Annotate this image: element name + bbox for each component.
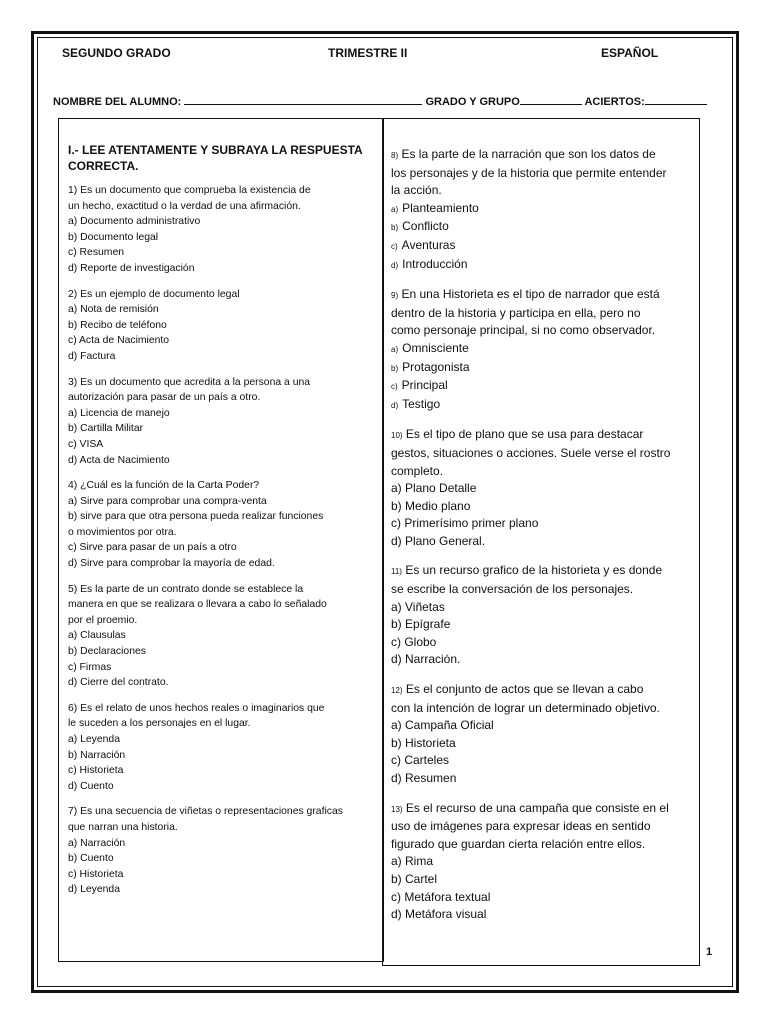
option-text: c) Metáfora textual <box>391 889 491 904</box>
option-letter: c) <box>391 241 398 251</box>
option-text: b) Medio plano <box>391 498 471 513</box>
section-title: I.- LEE ATENTAMENTE Y SUBRAYA LA RESPUESTA CORRECTA. <box>68 143 363 173</box>
answer-option[interactable] <box>391 515 691 533</box>
option-text: c) Carteles <box>391 753 450 768</box>
answer-option[interactable] <box>391 200 691 219</box>
option-text: a) Campaña Oficial <box>391 718 494 733</box>
question <box>391 286 691 414</box>
answer-option[interactable] <box>391 906 691 924</box>
answer-option[interactable]: c) VISA <box>68 438 104 450</box>
option-text: Conflicto <box>402 219 449 234</box>
option-letter: a) <box>391 344 399 354</box>
question-text: Es un recurso grafico de la historieta y es donde <box>405 563 663 578</box>
question-text: la acción. <box>391 183 442 198</box>
option-text: b) Historieta <box>391 735 456 750</box>
question-text: Es el conjunto de actos que se llevan a cabo <box>405 682 644 697</box>
question-text-line <box>391 286 691 305</box>
answer-option[interactable] <box>391 533 691 551</box>
question-text-line <box>391 836 691 854</box>
answer-option[interactable]: a) Licencia de manejo <box>68 407 170 419</box>
question <box>68 375 374 469</box>
student-name-label: NOMBRE DEL ALUMNO: <box>53 96 182 108</box>
question-text-line <box>391 445 691 463</box>
question <box>68 804 374 898</box>
question-text: Es el tipo de plano que se usa para destacar <box>405 427 644 442</box>
right-column <box>391 146 691 936</box>
answer-option[interactable] <box>391 377 691 396</box>
answer-option[interactable] <box>391 871 691 889</box>
answer-option[interactable] <box>391 889 691 907</box>
question <box>391 562 691 669</box>
question <box>68 478 374 572</box>
question-text: 7) Es una secuencia de viñetas o representaciones graficas <box>68 806 343 818</box>
option-text: d) Plano General. <box>391 533 486 548</box>
option-text: Protagonista <box>402 359 470 374</box>
left-column <box>68 142 374 908</box>
option-text: Introducción <box>402 256 468 271</box>
answer-option[interactable]: d) Factura <box>68 350 116 362</box>
answer-option[interactable] <box>391 498 691 516</box>
question-text: 2) Es un ejemplo de documento legal <box>68 288 240 300</box>
answer-option[interactable]: b) Documento legal <box>68 231 159 243</box>
question-text: por el proemio. <box>68 614 138 626</box>
question-text: 6) Es el relato de unos hechos reales o imaginarios que <box>68 702 325 714</box>
answer-option[interactable]: o movimientos por otra. <box>68 526 177 538</box>
question-text: como personaje principal, si no como observador. <box>391 323 656 338</box>
answer-option[interactable]: b) Recibo de teléfono <box>68 319 167 331</box>
question <box>68 287 374 365</box>
option-letter: b) <box>391 363 399 373</box>
option-text: c) Globo <box>391 634 437 649</box>
hits-field[interactable] <box>645 94 707 105</box>
option-text: Omnisciente <box>402 340 469 355</box>
option-text: d) Metáfora visual <box>391 907 487 922</box>
question-number: 11) <box>391 567 402 577</box>
answer-option[interactable]: d) Sirve para comprobar la mayoría de edad. <box>68 558 275 570</box>
option-text: a) Plano Detalle <box>391 481 477 496</box>
question-number: 13) <box>391 804 403 814</box>
question-text: manera en que se realizara o llevara a cabo lo señalado <box>68 599 327 611</box>
option-letter: a) <box>391 204 399 214</box>
option-text: b) Cartel <box>391 871 438 886</box>
question-text-line <box>391 681 691 700</box>
answer-option[interactable]: c) Firmas <box>68 661 112 673</box>
answer-option[interactable] <box>391 634 691 652</box>
answer-option[interactable] <box>391 396 691 415</box>
student-name-field[interactable] <box>184 94 422 105</box>
question-text-line <box>391 165 691 183</box>
answer-option[interactable]: a) Clausulas <box>68 630 126 642</box>
answer-option[interactable]: c) Historieta <box>68 765 124 777</box>
question-text-line <box>391 818 691 836</box>
answer-option[interactable] <box>391 616 691 634</box>
header-grade: SEGUNDO GRADO <box>62 46 171 60</box>
option-text: c) Primerísimo primer plano <box>391 516 539 531</box>
answer-option[interactable]: b) Cartilla Militar <box>68 423 144 435</box>
answer-option[interactable]: b) Declaraciones <box>68 646 146 658</box>
question-text-line <box>391 146 691 165</box>
question-number: 10) <box>391 431 403 441</box>
option-text: b) Epígrafe <box>391 617 451 632</box>
question-text-line <box>391 322 691 340</box>
hits-label: ACIERTOS: <box>584 96 645 108</box>
question-text: con la intención de lograr un determinado objetivo. <box>391 700 660 715</box>
answer-option[interactable]: a) Nota de remisión <box>68 304 159 316</box>
answer-option[interactable] <box>391 359 691 378</box>
question-text: Es el recurso de una campaña que consiste en el <box>405 800 669 815</box>
option-letter: c) <box>391 382 398 392</box>
question-text-line <box>391 305 691 323</box>
question-text: autorización para pasar de un país a otro. <box>68 392 261 404</box>
option-text: a) Rima <box>391 854 434 869</box>
option-letter: d) <box>391 400 399 410</box>
answer-option[interactable]: c) Sirve para pasar de un país a otro <box>68 542 237 554</box>
question-text: 1) Es un documento que comprueba la existencia de <box>68 185 311 196</box>
question-text-line <box>391 463 691 481</box>
question <box>391 426 691 550</box>
question-text-line <box>391 182 691 200</box>
question-text-line <box>391 562 691 581</box>
question-text: 5) Es la parte de un contrato donde se establece la <box>68 583 304 595</box>
question <box>68 582 374 691</box>
question-number: 8) <box>391 151 399 160</box>
question-text: 4) ¿Cuál es la función de la Carta Poder? <box>68 480 260 492</box>
question-text: uso de imágenes para expresar ideas en sentido <box>391 819 651 834</box>
answer-option[interactable] <box>391 770 691 788</box>
student-info-line <box>53 94 707 108</box>
option-letter: d) <box>391 260 399 270</box>
question-text: que narran una historia. <box>68 821 178 833</box>
question-number: 12) <box>391 686 403 696</box>
question <box>391 146 691 274</box>
question <box>68 183 374 277</box>
question-number: 9) <box>391 291 399 301</box>
answer-option[interactable]: c) Acta de Nacimiento <box>68 335 170 347</box>
answer-option[interactable]: d) Leyenda <box>68 884 120 896</box>
option-text: d) Resumen <box>391 771 457 785</box>
question-text: figurado que guardan cierta relación entre ellos. <box>391 836 646 851</box>
answer-option[interactable] <box>391 218 691 237</box>
answer-option[interactable] <box>391 853 691 871</box>
answer-option[interactable]: a) Documento administrativo <box>68 216 201 228</box>
question-text: gestos, situaciones o acciones. Suele verse el rostro <box>391 445 671 460</box>
answer-option[interactable]: d) Cuento <box>68 780 114 792</box>
answer-option[interactable]: d) Acta de Nacimiento <box>68 454 170 466</box>
question-text: se escribe la conversación de los personajes. <box>391 582 634 597</box>
answer-option[interactable]: d) Cierre del contrato. <box>68 677 169 689</box>
option-text: d) Narración. <box>391 652 461 667</box>
answer-option[interactable] <box>391 340 691 359</box>
question-text: 3) Es un documento que acredita a la persona a una <box>68 376 311 388</box>
answer-option[interactable]: a) Narración <box>68 837 126 849</box>
question-text: los personajes y de la historia que permite entender <box>391 165 667 180</box>
option-text: Principal <box>401 378 448 393</box>
answer-option[interactable]: b) Narración <box>68 749 126 761</box>
answer-option[interactable] <box>391 237 691 256</box>
option-text: Testigo <box>402 396 441 411</box>
option-text: Aventuras <box>401 237 456 252</box>
answer-option[interactable]: a) Sirve para comprobar una compra-venta <box>68 495 267 507</box>
question <box>391 681 691 788</box>
question-text: dentro de la historia y participa en ella, pero no <box>391 305 641 320</box>
question-text: En una Historieta es el tipo de narrador que está <box>401 287 660 302</box>
question-text-line <box>391 426 691 445</box>
answer-option[interactable] <box>391 752 691 770</box>
header-term: TRIMESTRE II <box>328 46 408 60</box>
answer-option[interactable]: c) Resumen <box>68 247 125 259</box>
answer-option[interactable]: b) sirve para que otra persona pueda realizar funciones <box>68 511 324 523</box>
answer-option[interactable]: c) Historieta <box>68 868 124 880</box>
question <box>391 800 691 924</box>
question <box>68 701 374 795</box>
question-text: le suceden a los personajes en el lugar. <box>68 718 251 730</box>
option-letter: b) <box>391 223 399 233</box>
option-text: a) Viñetas <box>391 599 445 614</box>
question-text: completo. <box>391 463 444 478</box>
answer-option[interactable] <box>391 717 691 735</box>
answer-option[interactable]: d) Reporte de investigación <box>68 262 195 274</box>
question-text: un hecho, exactitud o la verdad de una afirmación. <box>68 200 301 212</box>
header-subject: ESPAÑOL <box>601 46 659 60</box>
option-text: Planteamiento <box>402 200 479 215</box>
grade-group-field[interactable] <box>520 94 582 105</box>
question-text-line <box>391 700 691 718</box>
page-number: 1 <box>706 946 713 958</box>
question-text: Es la parte de la narración que son los datos de <box>401 147 656 161</box>
answer-option[interactable] <box>391 480 691 498</box>
answer-option[interactable]: b) Cuento <box>68 853 114 865</box>
answer-option[interactable]: a) Leyenda <box>68 734 120 745</box>
answer-option[interactable] <box>391 599 691 617</box>
question-text-line <box>391 800 691 819</box>
question-text-line <box>391 581 691 599</box>
grade-group-label: GRADO Y GRUPO <box>425 96 520 108</box>
answer-option[interactable] <box>391 735 691 753</box>
answer-option[interactable] <box>391 651 691 669</box>
answer-option[interactable] <box>391 256 691 275</box>
